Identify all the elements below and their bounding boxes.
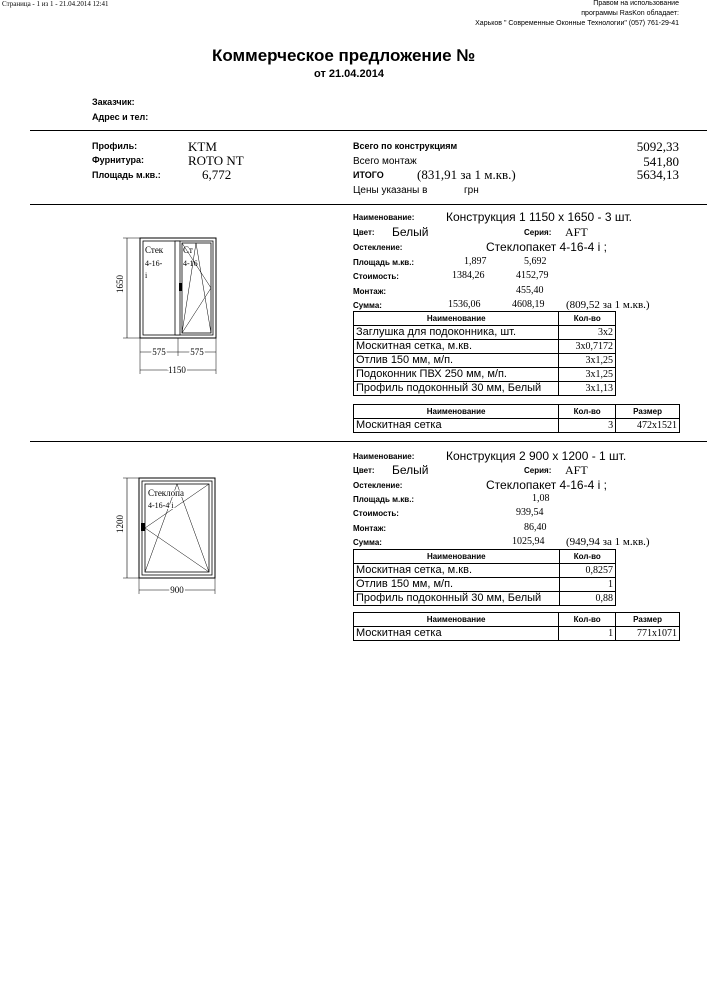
glazing-label: Остекление: bbox=[353, 243, 403, 252]
table-row bbox=[354, 627, 680, 641]
divider bbox=[30, 204, 707, 205]
table-header bbox=[354, 312, 616, 326]
profile-label: Профиль: bbox=[92, 141, 138, 151]
area-value: 1,897 bbox=[464, 256, 487, 267]
sum-per-m2: (809,52 за 1 м.кв.) bbox=[566, 299, 650, 311]
item-name: Профиль подоконный 30 мм, Белый bbox=[354, 382, 559, 396]
glass-label-left: Стек bbox=[145, 245, 164, 255]
header-size: Размер bbox=[616, 405, 680, 419]
area-label: Площадь м.кв.: bbox=[92, 170, 161, 180]
rights-line-2: программы RasKon обладает: bbox=[581, 10, 679, 17]
name-label: Наименование: bbox=[353, 452, 415, 461]
glazing-value: Стеклопакет 4-16-4 i ; bbox=[486, 478, 607, 492]
header-qty: Кол-во bbox=[559, 550, 615, 564]
color-label: Цвет: bbox=[353, 228, 375, 237]
left-part-dimension: 575 bbox=[152, 347, 166, 357]
sum-value: 1025,94 bbox=[512, 536, 545, 547]
series-label: Серия: bbox=[524, 228, 552, 237]
items-table bbox=[353, 549, 616, 606]
divider bbox=[30, 441, 707, 442]
table-row bbox=[354, 564, 616, 578]
color-value: Белый bbox=[392, 463, 429, 477]
table-row bbox=[354, 419, 680, 433]
page-title: Коммерческое предложение № bbox=[212, 46, 476, 65]
item-qty: 0,8257 bbox=[559, 564, 615, 578]
hardware-label: Фурнитура: bbox=[92, 155, 145, 165]
offer-date: от 21.04.2014 bbox=[314, 68, 384, 80]
construction-name: Конструкция 1 1150 x 1650 - 3 шт. bbox=[446, 210, 632, 224]
series-label: Серия: bbox=[524, 466, 552, 475]
profile-value: KTM bbox=[188, 139, 217, 154]
color-value: Белый bbox=[392, 225, 429, 239]
total-value: 5634,13 bbox=[636, 167, 679, 182]
install-label: Монтаж: bbox=[353, 287, 387, 296]
sum-label: Сумма: bbox=[353, 301, 382, 310]
color-label: Цвет: bbox=[353, 466, 375, 475]
series-value: AFT bbox=[565, 463, 588, 477]
item-name: Отлив 150 мм, м/п. bbox=[354, 354, 559, 368]
sum-per-m2: (949,94 за 1 м.кв.) bbox=[566, 536, 650, 548]
currency-label: Цены указаны в bbox=[353, 185, 428, 196]
cost-value: 939,54 bbox=[516, 507, 544, 518]
total-constructions-value: 5092,33 bbox=[636, 139, 679, 154]
cost-total-value: 4152,79 bbox=[516, 270, 549, 281]
item-qty: 3x2 bbox=[559, 326, 616, 340]
header-qty: Кол-во bbox=[559, 405, 616, 419]
glass-label-left-3: i bbox=[145, 271, 148, 280]
item-name: Профиль подоконный 30 мм, Белый bbox=[354, 592, 560, 606]
item-name: Москитная сетка, м.кв. bbox=[354, 564, 560, 578]
table-row bbox=[354, 354, 616, 368]
height-dimension: 1200 bbox=[115, 515, 125, 533]
area-value: 1,08 bbox=[532, 493, 550, 504]
glass-label: Стеклопа bbox=[148, 488, 184, 498]
header-size: Размер bbox=[616, 613, 680, 627]
total-constructions-label: Всего по конструкциям bbox=[353, 141, 458, 151]
net-size: 771x1071 bbox=[616, 627, 680, 641]
right-part-dimension: 575 bbox=[190, 347, 204, 357]
item-qty: 3x1,25 bbox=[559, 354, 616, 368]
area-label: Площадь м.кв.: bbox=[353, 495, 415, 504]
construction-name: Конструкция 2 900 x 1200 - 1 шт. bbox=[446, 449, 627, 463]
series-value: AFT bbox=[565, 225, 588, 239]
item-qty: 1 bbox=[559, 578, 615, 592]
header-qty: Кол-во bbox=[559, 613, 616, 627]
address-label: Адрес и тел: bbox=[92, 112, 149, 122]
area-value: 6,772 bbox=[202, 167, 232, 182]
construction-1-drawing bbox=[105, 228, 225, 380]
rights-line-1: Правом на использование bbox=[593, 0, 679, 7]
header-name: Наименование bbox=[354, 312, 559, 326]
item-qty: 0,88 bbox=[559, 592, 615, 606]
width-dimension: 900 bbox=[170, 585, 184, 595]
company-info: Харьков " Современные Оконные Технологии" (057) 761-29-41 bbox=[475, 20, 679, 27]
net-name: Москитная сетка bbox=[354, 419, 559, 433]
table-row bbox=[354, 382, 616, 396]
glazing-value: Стеклопакет 4-16-4 i ; bbox=[486, 240, 607, 254]
total-per-m2: (831,91 за 1 м.кв.) bbox=[417, 167, 516, 182]
table-row bbox=[354, 340, 616, 354]
net-name: Москитная сетка bbox=[354, 627, 559, 641]
header-name: Наименование bbox=[354, 405, 559, 419]
total-label: ИТОГО bbox=[353, 170, 384, 180]
table-header bbox=[354, 405, 680, 419]
install-label: Монтаж: bbox=[353, 524, 387, 533]
construction-2-drawing bbox=[105, 468, 225, 600]
header-name: Наименование bbox=[354, 613, 559, 627]
table-row bbox=[354, 592, 616, 606]
area-label: Площадь м.кв.: bbox=[353, 258, 415, 267]
divider bbox=[30, 130, 707, 131]
width-dimension: 1150 bbox=[168, 365, 186, 375]
header-qty: Кол-во bbox=[559, 312, 616, 326]
table-header bbox=[354, 613, 680, 627]
glass-label-left-2: 4-16- bbox=[145, 259, 163, 268]
cost-label: Стоимость: bbox=[353, 509, 399, 518]
height-dimension: 1650 bbox=[115, 275, 125, 293]
sum-label: Сумма: bbox=[353, 538, 382, 547]
item-name: Подоконник ПВХ 250 мм, м/п. bbox=[354, 368, 559, 382]
table-row bbox=[354, 578, 616, 592]
area-total-value: 5,692 bbox=[524, 256, 547, 267]
glass-label-2: 4-16-4 i bbox=[148, 501, 174, 510]
item-qty: 3x1,13 bbox=[559, 382, 616, 396]
table-row bbox=[354, 368, 616, 382]
install-value: 86,40 bbox=[524, 522, 547, 533]
glazing-label: Остекление: bbox=[353, 481, 403, 490]
page-info: Страница - 1 из 1 - 21.04.2014 12:41 bbox=[2, 0, 109, 8]
table-row bbox=[354, 326, 616, 340]
net-qty: 3 bbox=[559, 419, 616, 433]
items-table bbox=[353, 311, 616, 396]
item-qty: 3x1,25 bbox=[559, 368, 616, 382]
item-name: Отлив 150 мм, м/п. bbox=[354, 578, 560, 592]
item-name: Москитная сетка, м.кв. bbox=[354, 340, 559, 354]
currency-value: грн bbox=[464, 185, 479, 196]
glass-label-right: Ст bbox=[183, 245, 193, 255]
total-install-label: Всего монтаж bbox=[353, 156, 417, 167]
nets-table bbox=[353, 612, 680, 641]
table-header bbox=[354, 550, 616, 564]
total-install-value: 541,80 bbox=[643, 154, 679, 169]
net-size: 472x1521 bbox=[616, 419, 680, 433]
item-name: Заглушка для подоконника, шт. bbox=[354, 326, 559, 340]
glass-label-right-2: 4-16 bbox=[183, 259, 198, 268]
cost-label: Стоимость: bbox=[353, 272, 399, 281]
net-qty: 1 bbox=[559, 627, 616, 641]
sum-value: 1536,06 bbox=[448, 299, 481, 310]
nets-table bbox=[353, 404, 680, 433]
header-name: Наименование bbox=[354, 550, 560, 564]
install-value: 455,40 bbox=[516, 285, 544, 296]
sum-total-value: 4608,19 bbox=[512, 299, 545, 310]
cost-value: 1384,26 bbox=[452, 270, 485, 281]
name-label: Наименование: bbox=[353, 213, 415, 222]
hardware-value: ROTO NT bbox=[188, 153, 244, 168]
customer-label: Заказчик: bbox=[92, 97, 135, 107]
item-qty: 3x0,7172 bbox=[559, 340, 616, 354]
